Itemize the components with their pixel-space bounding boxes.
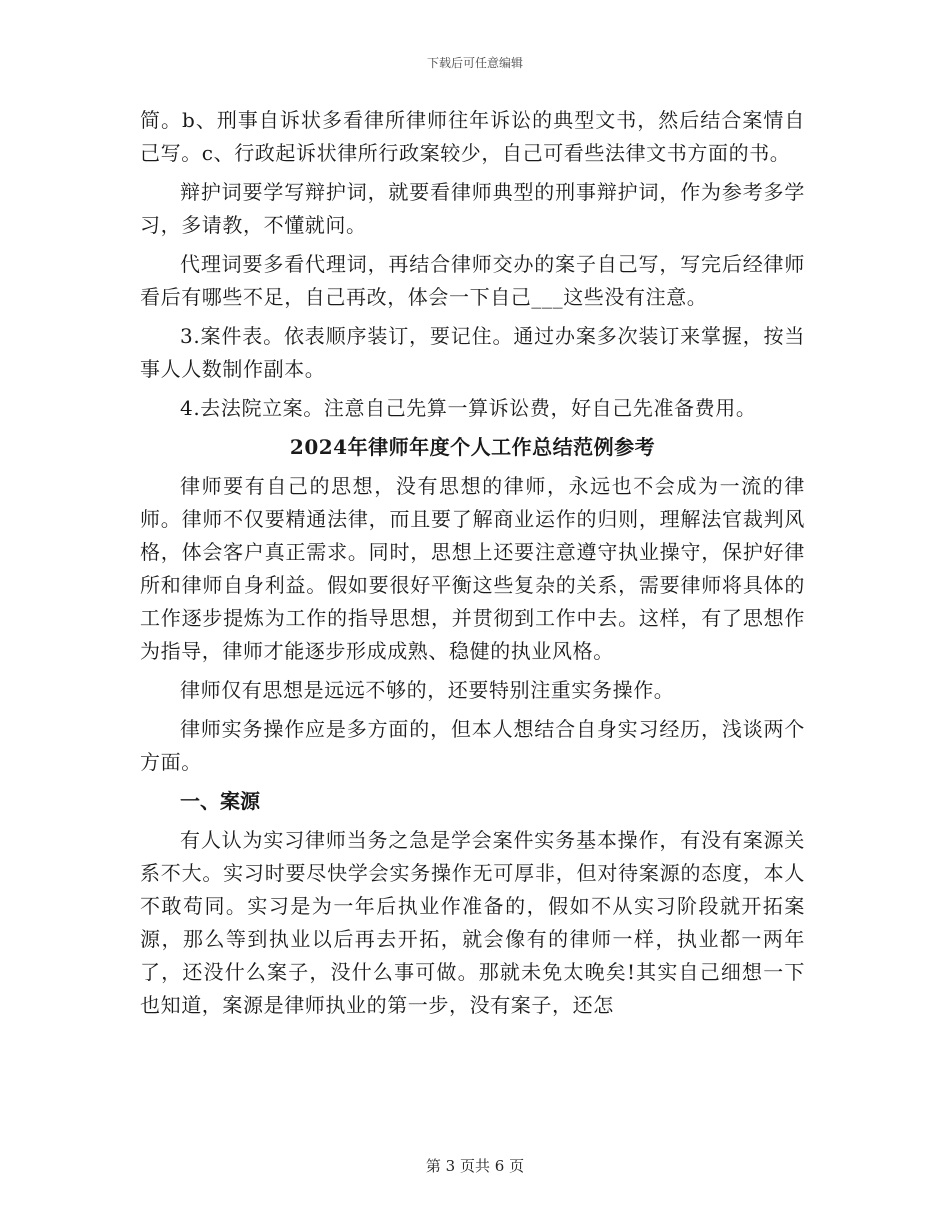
paragraph: 律师实务操作应是多方面的，但本人想结合自身实习经历，浅谈两个方面。: [140, 717, 805, 774]
page-footer: 第 3 页共 6 页: [425, 1157, 525, 1175]
page-header: 下载后可任意编辑: [426, 56, 523, 70]
paragraph: 代理词要多看代理词，再结合律师交办的案子自己写，写完后经律师看后有哪些不足，自己再改，体会一下自己___这些没有注意。: [140, 252, 805, 309]
paragraph: 律师要有自己的思想，没有思想的律师，永远也不会成为一流的律师。律师不仅要精通法律，而且要了解商业运作的归则，理解法官裁判风格，体会客户真正需求。同时，思想上还要注意遵守执业操守，保护好律所和律师自身利益。假如要很好平衡这些复杂的关系，需要律师将具体的工作逐步提炼为工作的指导思想，并贯彻到工作中去。这样，有了思想作为指导，律师才能逐步形成成熟、稳健的执业风格。: [140, 474, 805, 663]
document-body: [140, 104, 805, 1028]
section-title: 2024年律师年度个人工作总结范例参考: [289, 435, 656, 459]
paragraph: 4.去法院立案。注意自己先算一算诉讼费，好自己先准备费用。: [180, 396, 757, 420]
paragraph: 律师仅有思想是远远不够的，还要特别注重实务操作。: [180, 678, 675, 702]
paragraph: 3.案件表。依表顺序装订，要记住。通过办案多次装订来掌握，按当事人人数制作副本。: [140, 324, 805, 381]
subheading: 一、案源: [180, 789, 260, 813]
paragraph: 有人认为实习律师当务之急是学会案件实务基本操作，有没有案源关系不大。实习时要尽快学会实务操作无可厚非，但对待案源的态度，本人不敢苟同。实习是为一年后执业作准备的，假如不从实习阶段就开拓案源，那么等到执业以后再去开拓，就会像有的律师一样，执业都一两年了，还没什么案子，没什么事可做。那就未免太晚矣!其实自己细想一下也知道，案源是律师执业的第一步，没有案子，还怎: [140, 828, 805, 1017]
paragraph: 简。b、刑事自诉状多看律所律师往年诉讼的典型文书，然后结合案情自己写。c、行政起诉状律所行政案较少，自己可看些法律文书方面的书。: [140, 108, 805, 165]
paragraph: 辩护词要学写辩护词，就要看律师典型的刑事辩护词，作为参考多学习，多请教，不懂就问。: [140, 180, 805, 237]
